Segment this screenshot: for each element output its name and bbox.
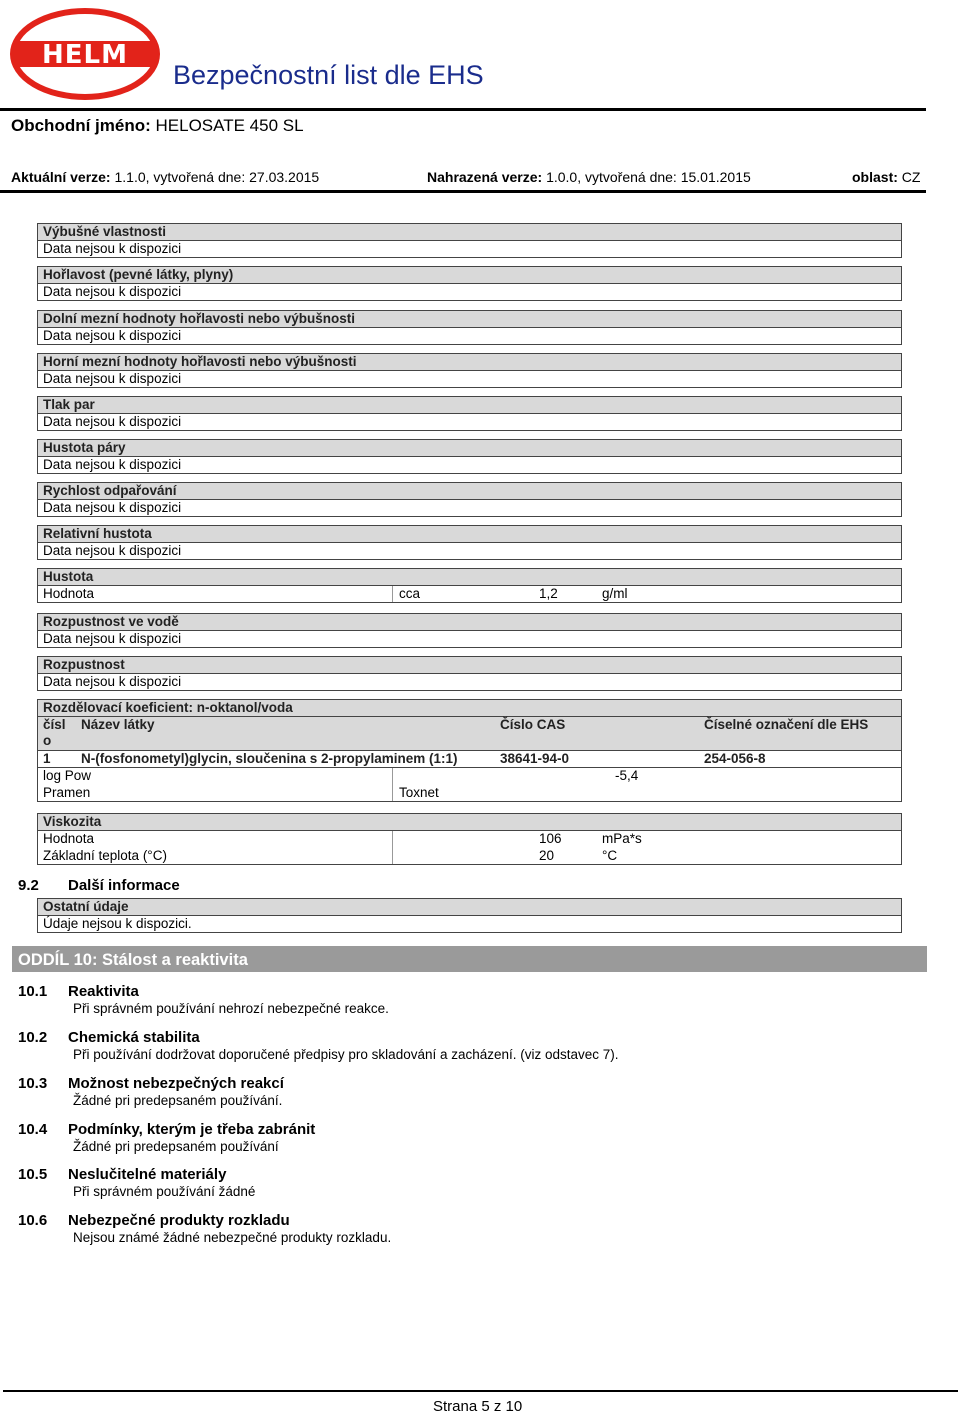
property-title: Rozpustnost ve vodě — [37, 613, 902, 631]
subsection-number: 10.5 — [18, 1166, 48, 1183]
property-text: Data nejsou k dispozici — [37, 500, 902, 517]
property-partition — [37, 699, 902, 802]
property-solubility — [37, 656, 902, 691]
property-vapour-density — [37, 439, 902, 474]
subsection-number: 10.4 — [18, 1121, 48, 1138]
property-title: Hořlavost (pevné látky, plyny) — [37, 266, 902, 284]
property-water-solubility — [37, 613, 902, 648]
partition-table-row — [37, 751, 902, 768]
subsection-title: Nebezpečné produkty rozkladu — [68, 1212, 290, 1229]
property-text: Data nejsou k dispozici — [37, 674, 902, 691]
document-title: Bezpečnostní list dle EHS — [173, 60, 484, 90]
property-text: Data nejsou k dispozici — [37, 284, 902, 301]
property-title: Rychlost odpařování — [37, 482, 902, 500]
property-viscosity — [37, 813, 902, 865]
density-label: Hodnota — [43, 586, 95, 601]
subsection-text: Při správném používání nehrozí nebezpečné reakce. — [73, 1001, 389, 1016]
replaced-version-label: Nahrazená verze: — [427, 169, 543, 185]
subsection-text: Při používání dodržovat doporučené předpisy pro skladování a zacházení. (viz odstavec 7). — [73, 1047, 619, 1062]
property-title: Viskozita — [37, 813, 902, 831]
property-title: Výbušné vlastnosti — [37, 223, 902, 241]
property-title: Horní mezní hodnoty hořlavosti nebo výbušnosti — [37, 353, 902, 371]
col-number: čísl o — [43, 717, 66, 748]
logpow-label: log Pow — [43, 768, 92, 783]
trade-name-value: HELOSATE 450 SL — [155, 116, 304, 135]
property-lower-limit — [37, 310, 902, 345]
viscosity-value: 106 — [539, 831, 562, 846]
helm-logo — [10, 8, 160, 100]
row-ec: 254-056-8 — [704, 751, 766, 766]
property-text: Data nejsou k dispozici — [37, 543, 902, 560]
property-title: Rozpustnost — [37, 656, 902, 674]
subsection-text: Při správném používání žádné — [73, 1184, 256, 1199]
subsection-title: Další informace — [68, 877, 180, 894]
viscosity-values — [37, 831, 902, 865]
property-text: Data nejsou k dispozici — [37, 241, 902, 258]
svg-text:HELM: HELM — [42, 40, 128, 70]
property-text: Data nejsou k dispozici — [37, 328, 902, 345]
viscosity-unit: mPa*s — [602, 831, 642, 846]
subsection-text: Žádné pri predepsaném používání — [73, 1139, 279, 1154]
temperature-value: 20 — [539, 847, 555, 863]
source-label: Pramen — [43, 784, 91, 800]
subsection-text: Žádné pri predepsaném používání. — [73, 1093, 283, 1108]
property-text: Data nejsou k dispozici — [37, 631, 902, 648]
col-substance-name: Název látky — [81, 717, 155, 732]
subsection-title: Neslučitelné materiály — [68, 1166, 227, 1183]
subsection-title: Chemická stabilita — [68, 1029, 200, 1046]
row-substance-name: N-(fosfonometyl)glycin, sloučenina s 2-propylaminem (1:1) — [81, 751, 458, 766]
property-title: Hustota — [37, 568, 902, 586]
property-text: Data nejsou k dispozici — [37, 371, 902, 388]
subsection-number: 10.2 — [18, 1029, 48, 1046]
temperature-label: Základní teplota (°C) — [43, 847, 167, 863]
current-version — [11, 169, 319, 185]
property-flammability — [37, 266, 902, 301]
property-upper-limit — [37, 353, 902, 388]
partition-values — [37, 768, 902, 802]
footer-divider — [3, 1390, 958, 1392]
subsection-title: Reaktivita — [68, 983, 139, 1000]
logpow-value: -5,4 — [615, 768, 639, 783]
viscosity-value-label: Hodnota — [43, 831, 95, 846]
section-10-title: ODDÍL 10: Stálost a reaktivita — [18, 951, 248, 969]
temperature-unit: °C — [602, 847, 618, 863]
col-ec: Číselné označení dle EHS — [704, 717, 869, 732]
property-vapour-pressure — [37, 396, 902, 431]
property-title: Relativní hustota — [37, 525, 902, 543]
subsection-text: Nejsou známé žádné nebezpečné produkty rozkladu. — [73, 1230, 392, 1245]
current-version-label: Aktuální verze: — [11, 169, 111, 185]
replaced-version — [427, 169, 751, 185]
trade-name-label: Obchodní jméno: — [11, 116, 151, 135]
property-title: Hustota páry — [37, 439, 902, 457]
density-value: 1,2 — [539, 586, 558, 601]
property-title: Rozdělovací koeficient: n-oktanol/voda — [37, 699, 902, 717]
header-divider-bottom — [0, 190, 926, 193]
subsection-title: Možnost nebezpečných reakcí — [68, 1075, 284, 1092]
replaced-version-value: 1.0.0, vytvořená dne: 15.01.2015 — [546, 169, 751, 185]
subsection-number: 10.3 — [18, 1075, 48, 1092]
page-number: Strana 5 z 10 — [433, 1398, 523, 1415]
header-divider — [0, 108, 926, 111]
property-explosive — [37, 223, 902, 258]
other-info-box — [37, 898, 902, 933]
property-text: Data nejsou k dispozici — [37, 414, 902, 431]
row-cas: 38641-94-0 — [500, 751, 570, 766]
area-label: oblast: — [852, 169, 898, 185]
density-qualifier: cca — [399, 586, 421, 601]
property-evaporation-rate — [37, 482, 902, 517]
density-unit: g/ml — [602, 586, 628, 601]
subsection-number: 10.6 — [18, 1212, 48, 1229]
property-relative-density — [37, 525, 902, 560]
area — [852, 169, 920, 185]
property-text: Údaje nejsou k dispozici. — [37, 916, 902, 933]
subsection-number: 10.1 — [18, 983, 48, 1000]
property-title: Ostatní údaje — [37, 898, 902, 916]
current-version-value: 1.1.0, vytvořená dne: 27.03.2015 — [114, 169, 320, 185]
source-value: Toxnet — [399, 784, 439, 800]
property-density — [37, 568, 902, 603]
density-row — [37, 586, 902, 603]
col-cas: Číslo CAS — [500, 717, 566, 732]
row-number: 1 — [43, 751, 51, 766]
property-text: Data nejsou k dispozici — [37, 457, 902, 474]
property-title: Dolní mezní hodnoty hořlavosti nebo výbušnosti — [37, 310, 902, 328]
trade-name — [11, 116, 304, 136]
partition-table-header — [37, 717, 902, 751]
subsection-number: 9.2 — [18, 877, 39, 894]
subsection-title: Podmínky, kterým je třeba zabránit — [68, 1121, 316, 1138]
property-title: Tlak par — [37, 396, 902, 414]
area-value: CZ — [901, 169, 921, 185]
